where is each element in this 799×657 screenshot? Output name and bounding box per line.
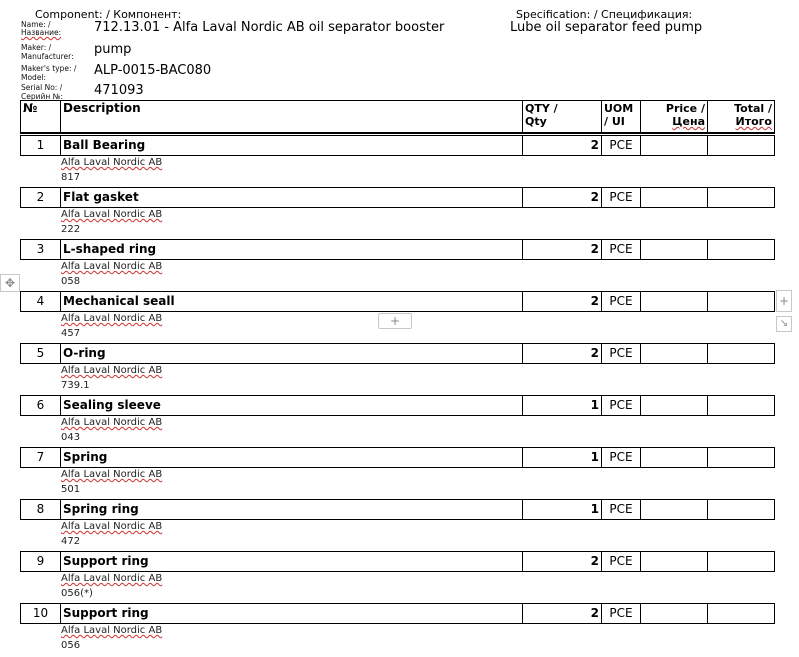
row-description[interactable]: Flat gasket (61, 188, 523, 208)
header-total (708, 101, 775, 134)
row-maker-name: Alfa Laval Nordic AB (61, 469, 163, 480)
row-part-number: 043 (61, 432, 81, 443)
header-qty-line1: QTY / (525, 102, 558, 115)
specification-label: Specification: / Спецификация: (516, 8, 693, 21)
header-qty (523, 101, 602, 134)
row-number: 2 (21, 188, 61, 208)
row-uom[interactable]: PCE (602, 136, 641, 156)
maker-value: pump (94, 42, 132, 57)
row-maker-name: Alfa Laval Nordic AB (61, 521, 163, 532)
row-description[interactable]: Spring ring (61, 500, 523, 520)
row-total[interactable] (708, 240, 775, 260)
row-number: 8 (21, 500, 61, 520)
row-maker-name: Alfa Laval Nordic AB (61, 417, 163, 428)
row-description[interactable]: Support ring (61, 552, 523, 572)
component-name: 712.13.01 - Alfa Laval Nordic AB oil separator booster (94, 20, 445, 35)
header-price-line2: Цена (672, 115, 705, 128)
row-maker (61, 415, 162, 445)
row-number: 5 (21, 344, 61, 364)
table-row (20, 343, 775, 364)
row-maker-name: Alfa Laval Nordic AB (61, 209, 163, 220)
row-maker (61, 311, 162, 341)
row-uom[interactable]: PCE (602, 448, 641, 468)
row-uom[interactable]: PCE (602, 500, 641, 520)
row-description[interactable]: Support ring (61, 604, 523, 624)
specification-value: Lube oil separator feed pump (510, 20, 703, 35)
table-row (20, 135, 775, 156)
row-maker-name: Alfa Laval Nordic AB (61, 573, 163, 584)
row-uom[interactable]: PCE (602, 396, 641, 416)
header-price-line1: Price / (665, 102, 705, 115)
row-part-number: 739.1 (61, 380, 90, 391)
row-maker (61, 467, 162, 497)
row-description[interactable]: Ball Bearing (61, 136, 523, 156)
row-maker-name: Alfa Laval Nordic AB (61, 157, 163, 168)
row-part-number: 457 (61, 328, 81, 339)
row-maker (61, 623, 162, 653)
row-qty[interactable]: 1 (523, 396, 602, 416)
header-price (641, 101, 708, 134)
row-total[interactable] (708, 396, 775, 416)
table-resize-icon[interactable]: ↘ (776, 316, 792, 332)
row-number: 10 (21, 604, 61, 624)
row-number: 3 (21, 240, 61, 260)
maker-label-ru: Manufacturer: (21, 52, 74, 61)
row-maker (61, 363, 162, 393)
header-description: Description (61, 101, 523, 134)
row-qty[interactable]: 2 (523, 292, 602, 312)
row-price[interactable] (641, 240, 708, 260)
row-qty[interactable]: 2 (523, 188, 602, 208)
row-price[interactable] (641, 344, 708, 364)
row-description[interactable]: O-ring (61, 344, 523, 364)
row-description[interactable]: Mechanical seall (61, 292, 523, 312)
row-qty[interactable]: 1 (523, 500, 602, 520)
table-move-icon[interactable]: ✥ (0, 274, 20, 292)
row-price[interactable] (641, 500, 708, 520)
row-qty[interactable]: 2 (523, 136, 602, 156)
row-part-number: 222 (61, 224, 81, 235)
header-uom-line2: / UI (604, 115, 625, 128)
row-total[interactable] (708, 136, 775, 156)
row-price[interactable] (641, 188, 708, 208)
row-total[interactable] (708, 188, 775, 208)
row-uom[interactable]: PCE (602, 604, 641, 624)
serial-label-ru: Серийн №: (21, 92, 63, 101)
header-uom-line1: UOM (604, 102, 634, 115)
row-part-number: 056 (61, 640, 81, 651)
insert-row-icon[interactable]: + (378, 313, 412, 329)
table-row (20, 603, 775, 624)
row-number: 6 (21, 396, 61, 416)
row-qty[interactable]: 2 (523, 552, 602, 572)
row-maker-name: Alfa Laval Nordic AB (61, 625, 163, 636)
row-maker (61, 571, 162, 601)
row-total[interactable] (708, 500, 775, 520)
row-description[interactable]: Sealing sleeve (61, 396, 523, 416)
row-price[interactable] (641, 604, 708, 624)
row-maker (61, 519, 162, 549)
header-qty-line2: Qty (525, 115, 547, 128)
row-description[interactable]: Spring (61, 448, 523, 468)
row-part-number: 501 (61, 484, 81, 495)
insert-column-icon[interactable]: + (776, 290, 792, 312)
row-part-number: 817 (61, 172, 81, 183)
row-total[interactable] (708, 292, 775, 312)
row-part-number: 472 (61, 536, 81, 547)
row-uom[interactable]: PCE (602, 344, 641, 364)
header-no: № (21, 101, 61, 134)
parts-table-header (20, 100, 775, 134)
row-maker-name: Alfa Laval Nordic AB (61, 261, 163, 272)
row-number: 1 (21, 136, 61, 156)
row-maker-name: Alfa Laval Nordic AB (61, 313, 163, 324)
row-qty[interactable]: 1 (523, 448, 602, 468)
row-price[interactable] (641, 136, 708, 156)
row-maker (61, 207, 162, 237)
row-total[interactable] (708, 448, 775, 468)
row-price[interactable] (641, 292, 708, 312)
row-number: 9 (21, 552, 61, 572)
row-total[interactable] (708, 552, 775, 572)
row-maker (61, 155, 162, 185)
model-value: ALP-0015-BAC080 (94, 63, 212, 78)
row-number: 7 (21, 448, 61, 468)
table-row (20, 499, 775, 520)
row-uom[interactable]: PCE (602, 552, 641, 572)
component-label: Component: / Компонент: (35, 8, 182, 21)
row-description[interactable]: L-shaped ring (61, 240, 523, 260)
serial-label-en: Serial No: / (21, 83, 63, 92)
row-uom[interactable]: PCE (602, 188, 641, 208)
table-row (20, 291, 775, 312)
row-price[interactable] (641, 396, 708, 416)
row-qty[interactable]: 2 (523, 344, 602, 364)
model-label-en: Maker's type: / (21, 64, 77, 73)
row-maker (61, 259, 162, 289)
row-price[interactable] (641, 448, 708, 468)
row-uom[interactable]: PCE (602, 240, 641, 260)
row-total[interactable] (708, 344, 775, 364)
table-row (20, 447, 775, 468)
serial-value: 471093 (94, 83, 144, 98)
table-row (20, 239, 775, 260)
header-uom (602, 101, 641, 134)
name-label-ru: Название: (21, 28, 62, 37)
model-label-ru: Model: (21, 73, 47, 82)
name-label-en: Name: / (21, 20, 51, 29)
row-part-number: 058 (61, 276, 81, 287)
row-qty[interactable]: 2 (523, 240, 602, 260)
header-total-line2: Итого (735, 115, 772, 128)
row-qty[interactable]: 2 (523, 604, 602, 624)
row-uom[interactable]: PCE (602, 292, 641, 312)
row-total[interactable] (708, 604, 775, 624)
header-total-line1: Total / (734, 102, 772, 115)
table-row (20, 187, 775, 208)
row-price[interactable] (641, 552, 708, 572)
maker-label-en: Maker: / (21, 43, 52, 52)
row-part-number: 056(*) (61, 588, 93, 599)
table-row (20, 395, 775, 416)
row-maker-name: Alfa Laval Nordic AB (61, 365, 163, 376)
table-row (20, 551, 775, 572)
row-number: 4 (21, 292, 61, 312)
